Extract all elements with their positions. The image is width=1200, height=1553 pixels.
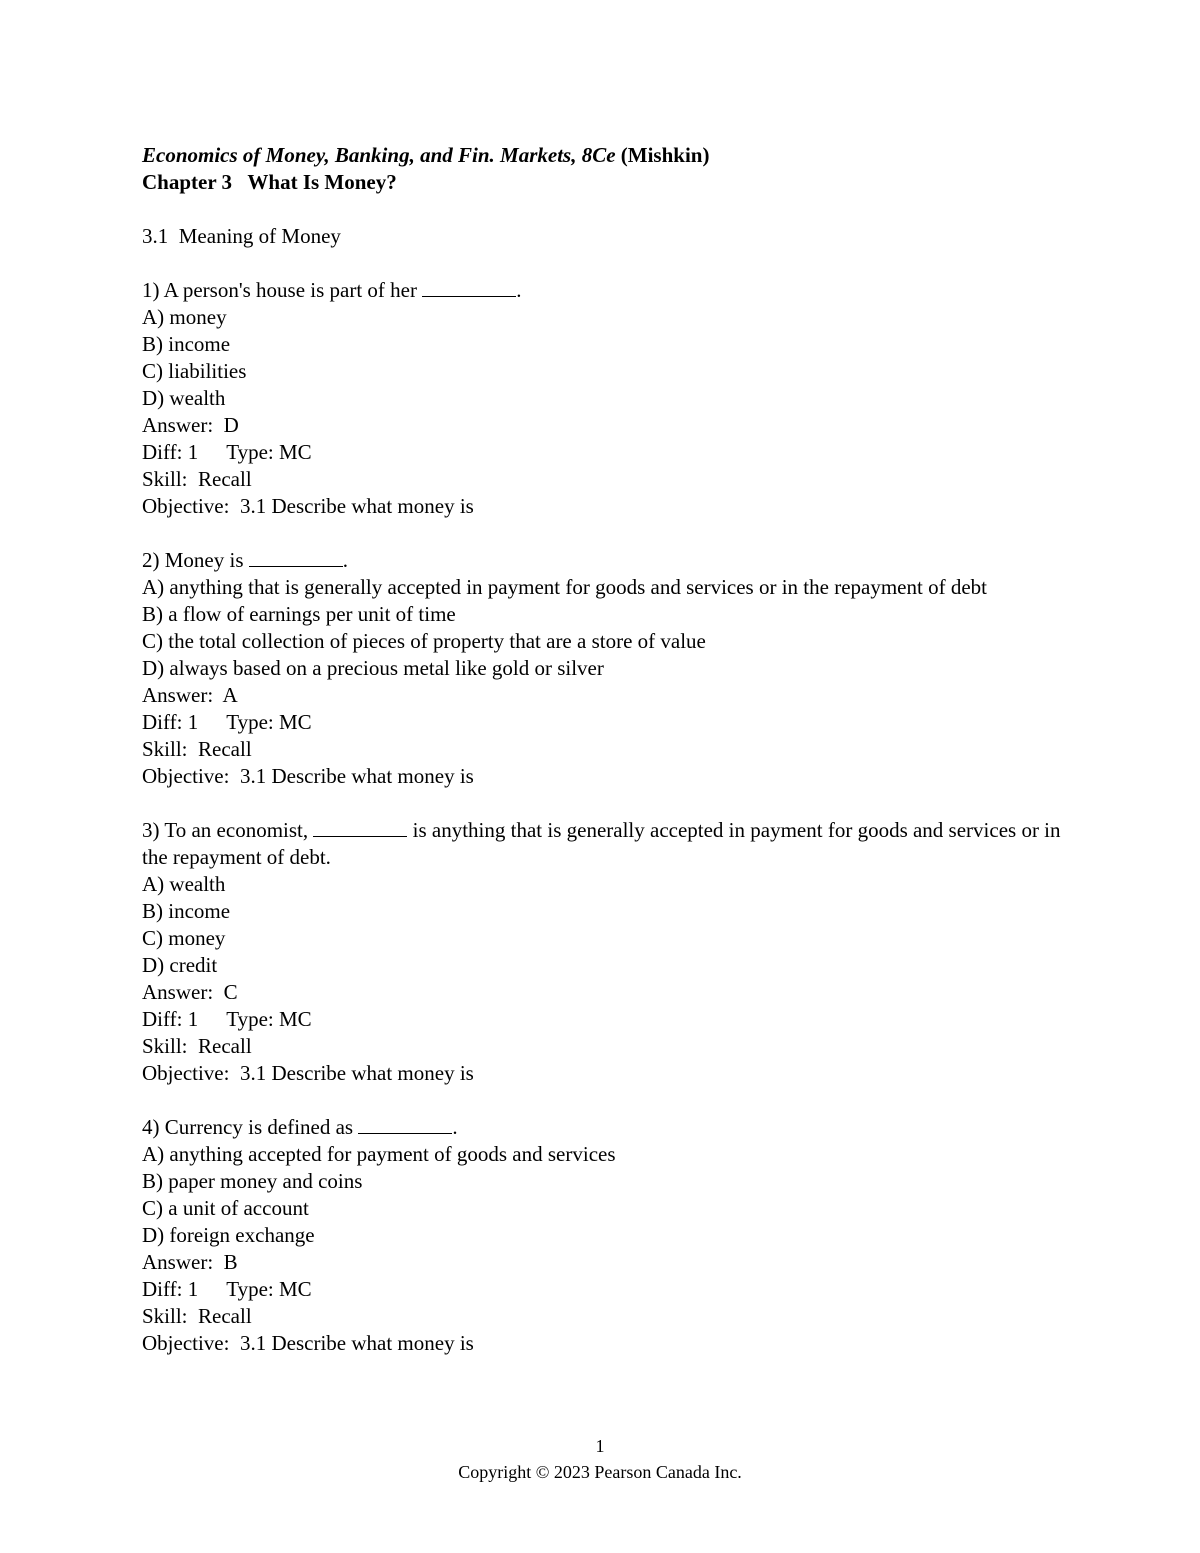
copyright-notice: Copyright © 2023 Pearson Canada Inc.	[458, 1462, 742, 1482]
option-b: B) paper money and coins	[142, 1169, 363, 1193]
option-c: C) liabilities	[142, 359, 247, 383]
difficulty-type: Diff: 1 Type: MC	[142, 1007, 312, 1031]
objective: Objective: 3.1 Describe what money is	[142, 494, 474, 518]
option-a: A) wealth	[142, 872, 226, 896]
skill: Skill: Recall	[142, 737, 252, 761]
option-d: D) foreign exchange	[142, 1223, 315, 1247]
objective: Objective: 3.1 Describe what money is	[142, 764, 474, 788]
answer-key: Answer: B	[142, 1250, 238, 1274]
option-b: B) a flow of earnings per unit of time	[142, 602, 456, 626]
question-prompt: 3) To an economist, is anything that is generally accepted in payment for goods and services or in the repayment of debt.	[142, 818, 1061, 869]
book-author: (Mishkin)	[620, 143, 710, 167]
objective: Objective: 3.1 Describe what money is	[142, 1331, 474, 1355]
question-4	[142, 1114, 1062, 1357]
question-prompt: 1) A person's house is part of her .	[142, 278, 522, 302]
option-a: A) anything accepted for payment of goods and services	[142, 1142, 616, 1166]
difficulty-type: Diff: 1 Type: MC	[142, 1277, 312, 1301]
option-c: C) the total collection of pieces of property that are a store of value	[142, 629, 706, 653]
question-prompt: 4) Currency is defined as .	[142, 1115, 458, 1139]
skill: Skill: Recall	[142, 1034, 252, 1058]
answer-key: Answer: C	[142, 980, 238, 1004]
page-number: 1	[595, 1436, 605, 1456]
option-b: B) income	[142, 332, 231, 356]
answer-blank	[358, 1115, 452, 1134]
option-d: D) wealth	[142, 386, 226, 410]
option-c: C) a unit of account	[142, 1196, 309, 1220]
answer-blank	[313, 818, 407, 837]
skill: Skill: Recall	[142, 1304, 252, 1328]
option-d: D) credit	[142, 953, 218, 977]
option-a: A) money	[142, 305, 227, 329]
question-prompt: 2) Money is .	[142, 548, 348, 572]
answer-key: Answer: A	[142, 683, 238, 707]
objective: Objective: 3.1 Describe what money is	[142, 1061, 474, 1085]
difficulty-type: Diff: 1 Type: MC	[142, 440, 312, 464]
question-1	[142, 277, 1062, 520]
answer-blank	[249, 548, 343, 567]
answer-blank	[422, 278, 516, 297]
difficulty-type: Diff: 1 Type: MC	[142, 710, 312, 734]
option-c: C) money	[142, 926, 226, 950]
question-2	[142, 547, 1062, 790]
book-title: Economics of Money, Banking, and Fin. Markets, 8Ce	[142, 143, 616, 167]
chapter-title: Chapter 3 What Is Money?	[142, 170, 397, 194]
book-title-line	[142, 142, 1062, 169]
answer-key: Answer: D	[142, 413, 239, 437]
option-d: D) always based on a precious metal like gold or silver	[142, 656, 604, 680]
document-body	[142, 142, 1062, 1357]
option-a: A) anything that is generally accepted in payment for goods and services or in the repayment of debt	[142, 575, 987, 599]
skill: Skill: Recall	[142, 467, 252, 491]
section-title: 3.1 Meaning of Money	[142, 224, 341, 248]
question-3	[142, 817, 1062, 1087]
option-b: B) income	[142, 899, 231, 923]
